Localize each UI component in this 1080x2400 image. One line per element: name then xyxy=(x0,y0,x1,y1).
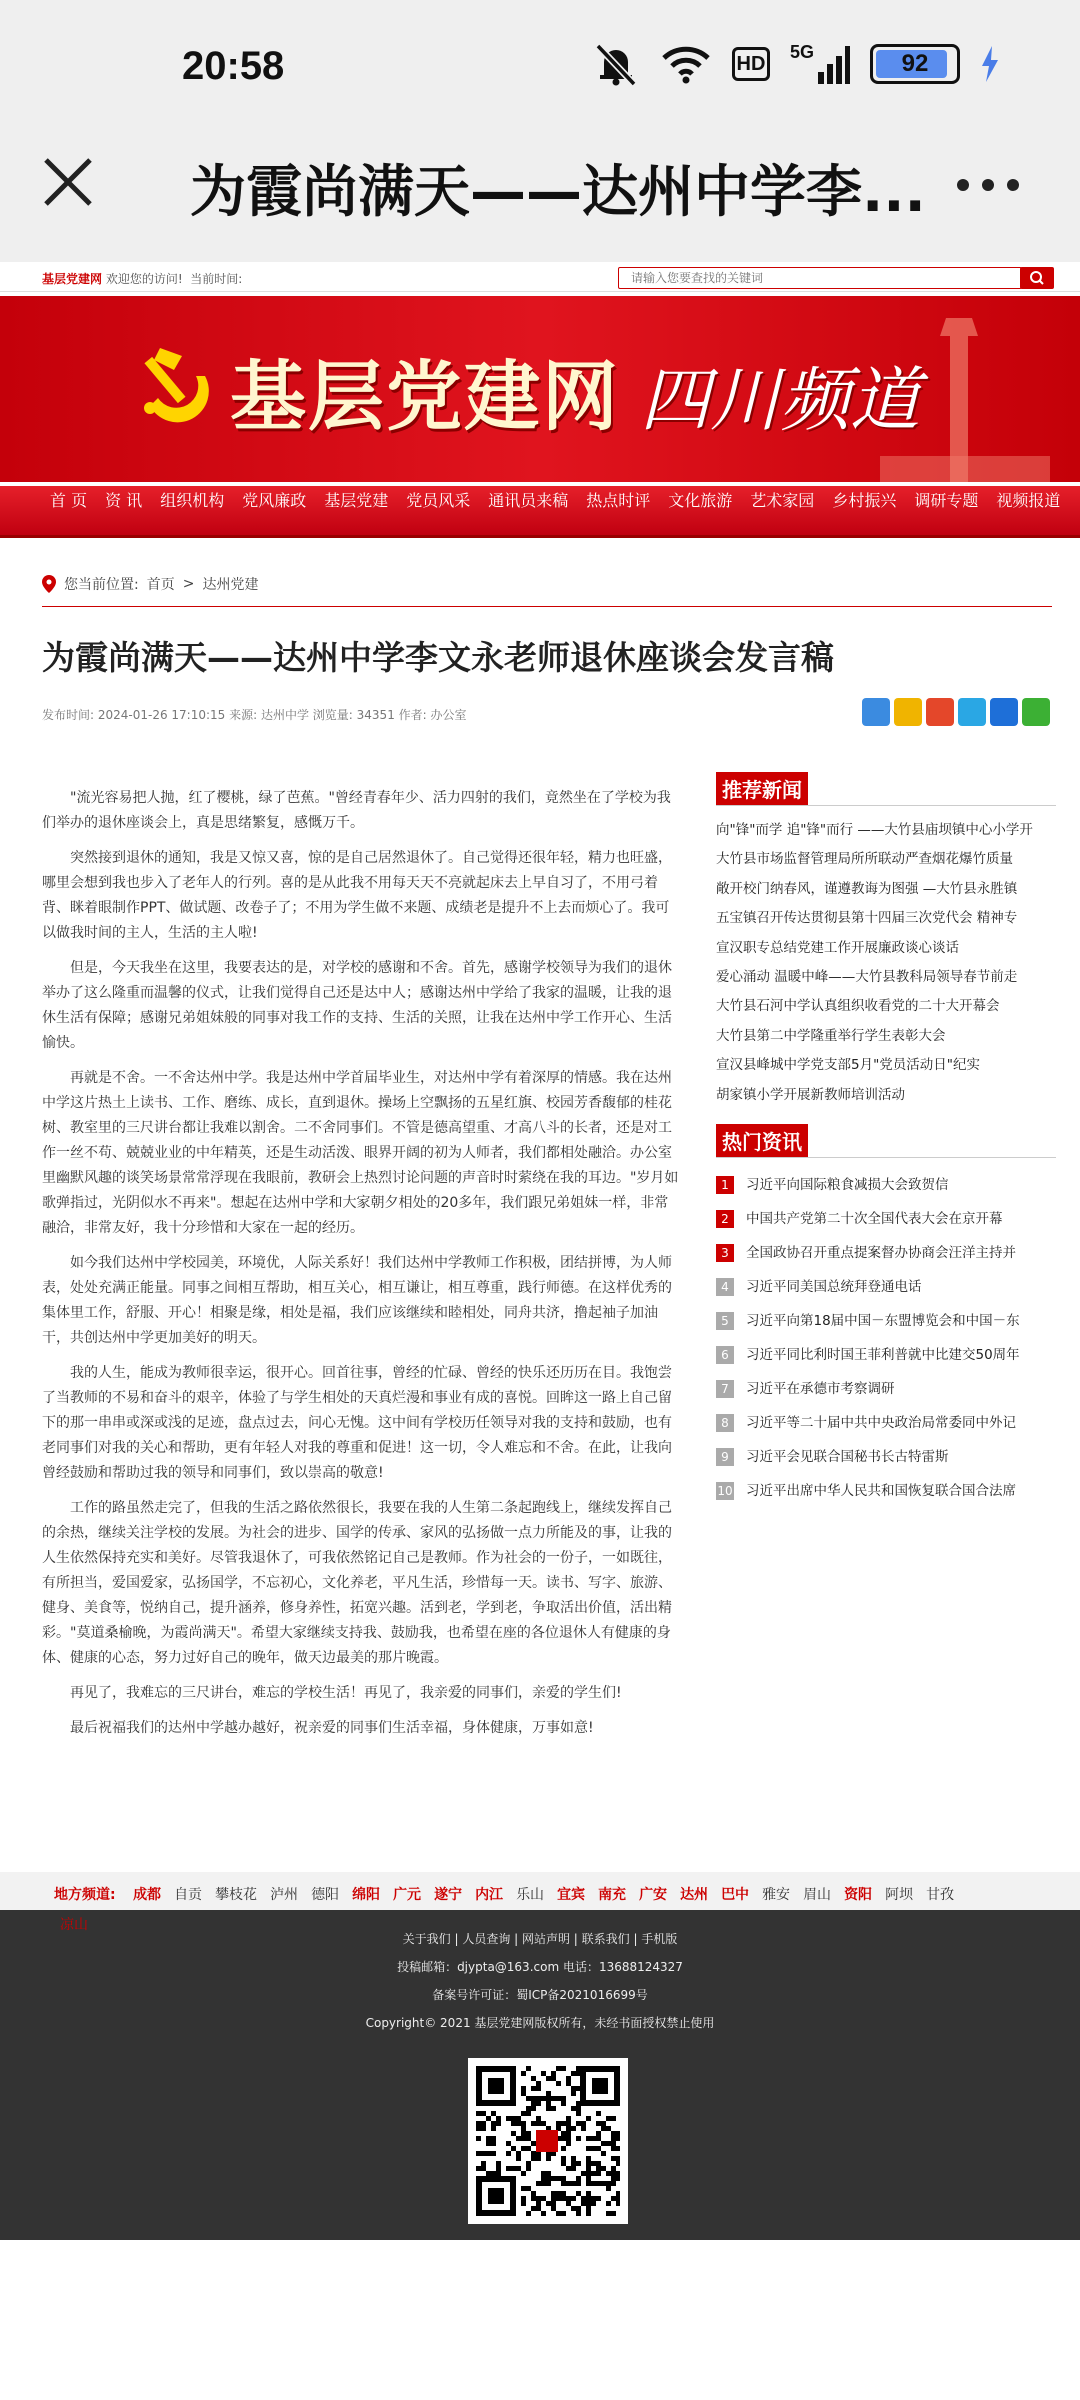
hot-item[interactable] xyxy=(716,1474,1056,1508)
svg-text:5G: 5G xyxy=(790,42,815,62)
qr-code-icon xyxy=(476,2066,620,2216)
hot-item-title: 习近平同美国总统拜登通电话 xyxy=(746,1279,922,1295)
hot-item[interactable] xyxy=(716,1304,1056,1338)
region-channels xyxy=(0,1872,1080,1910)
footer-contact: 投稿邮箱：djypta@163.com 电话：13688124327 xyxy=(397,1960,683,1974)
hot-heading: 热门资讯 xyxy=(716,1124,808,1157)
hd-badge: HD xyxy=(732,47,770,81)
recommend-item[interactable]: 大竹县市场监督管理局所所联动严查烟花爆竹质量 xyxy=(716,851,1013,868)
region-link[interactable]: 达州 xyxy=(680,1887,709,1903)
article-paragraph: 我的人生，能成为教师很幸运，很开心。回首往事，曾经的忙碌、曾经的快乐还历历在目。我饱尝了当教师的不易和奋斗的艰辛，体验了与学生相处的天真烂漫和事业有成的喜悦。回眸这一路上自己留下的那一串串或深或浅的足迹，盘点过去，问心无愧。这中间有学校历任领导对我的支持和鼓励，也有老同事们对我的关心和帮助，更有年轻人对我的尊重和促进！这一切，令人难忘和不舍。在此，让我向曾经鼓励和帮助过我的领导和同事们，致以崇高的敬意! xyxy=(42,1365,672,1481)
region-link[interactable]: 宜宾 xyxy=(557,1887,586,1903)
region-label: 地方频道: xyxy=(54,1887,116,1903)
nav-item[interactable]: 乡村振兴 xyxy=(832,491,897,510)
region-link[interactable]: 广元 xyxy=(393,1887,422,1903)
hot-section xyxy=(716,1124,1056,1508)
region-link[interactable]: 自贡 xyxy=(174,1887,203,1903)
hot-item-title: 习近平出席中华人民共和国恢复联合国合法席 xyxy=(746,1483,1016,1499)
region-link[interactable]: 遂宁 xyxy=(434,1887,463,1903)
wifi-icon xyxy=(660,44,712,84)
qr-code xyxy=(468,2058,628,2224)
region-link[interactable]: 阿坝 xyxy=(885,1887,914,1903)
hot-rank: 4 xyxy=(716,1278,734,1296)
region-link[interactable]: 绵阳 xyxy=(352,1887,381,1903)
region-link[interactable]: 乐山 xyxy=(516,1887,545,1903)
banner-title: 基层党建网 xyxy=(230,352,620,441)
article-title: 为霞尚满天——达州中学李文永老师退休座谈会发言稿 xyxy=(42,638,834,677)
nav-item[interactable]: 基层党建 xyxy=(324,491,389,510)
recommend-item[interactable]: 爱心涌动 温暖中峰——大竹县教科局领导春节前走 xyxy=(716,969,1018,986)
share-more-icon[interactable] xyxy=(862,698,890,726)
share-tencent-icon[interactable] xyxy=(958,698,986,726)
mute-bell-icon xyxy=(592,42,640,86)
site-top-strip xyxy=(0,262,1080,292)
footer-icp: 备案号许可证：蜀ICP备2021016699号 xyxy=(432,1988,648,2002)
article-meta: 发布时间: 2024-01-26 17:10:15 来源: 达州中学 浏览量: 34351 作者: 办公室 xyxy=(42,708,467,722)
status-time: 20:58 xyxy=(182,44,285,88)
signal-5g-icon xyxy=(790,42,850,86)
recommend-item[interactable]: 大竹县第二中学隆重举行学生表彰大会 xyxy=(716,1027,946,1044)
footer-links[interactable]: 关于我们 | 人员查询 | 网站声明 | 联系我们 | 手机版 xyxy=(402,1932,678,1946)
recommend-heading: 推荐新闻 xyxy=(716,772,808,805)
breadcrumb-sep: > xyxy=(182,576,195,592)
region-link[interactable]: 泸州 xyxy=(270,1887,299,1903)
share-qzone-icon[interactable] xyxy=(894,698,922,726)
region-link[interactable]: 甘孜 xyxy=(926,1887,955,1903)
hot-item-title: 习近平会见联合国秘书长古特雷斯 xyxy=(746,1449,949,1465)
close-icon[interactable] xyxy=(42,156,94,208)
hot-item[interactable] xyxy=(716,1440,1056,1474)
recommend-section xyxy=(716,772,1056,1110)
welcome-text: 基层党建网 欢迎您的访问! 当前时间: xyxy=(42,272,243,286)
hot-item[interactable] xyxy=(716,1406,1056,1440)
hot-rank: 6 xyxy=(716,1346,734,1364)
region-link[interactable]: 广安 xyxy=(639,1887,668,1903)
location-pin-icon xyxy=(42,575,56,593)
recommend-item[interactable]: 五宝镇召开传达贯彻县第十四届三次党代会 精神专 xyxy=(716,910,1018,927)
hot-rank: 3 xyxy=(716,1244,734,1262)
hot-rank: 5 xyxy=(716,1312,734,1330)
divider xyxy=(42,606,1052,607)
article-paragraph: 最后祝福我们的达州中学越办越好，祝亲爱的同事们生活幸福，身体健康，万事如意! xyxy=(70,1720,594,1736)
nav-item[interactable]: 党员风采 xyxy=(406,491,471,510)
hot-item-title: 习近平等二十届中共中央政治局常委同中外记 xyxy=(746,1415,1016,1431)
hot-item[interactable] xyxy=(716,1270,1056,1304)
search-icon xyxy=(1020,267,1054,289)
share-bar xyxy=(862,698,1050,726)
main-nav xyxy=(0,486,1080,538)
nav-item[interactable]: 视频报道 xyxy=(996,491,1061,510)
hot-item[interactable] xyxy=(716,1372,1056,1406)
recommend-item[interactable]: 胡家镇小学开展新教师培训活动 xyxy=(716,1086,905,1103)
article-body xyxy=(42,786,682,1751)
nav-item[interactable]: 资 讯 xyxy=(105,491,143,510)
region-link[interactable]: 雅安 xyxy=(762,1887,791,1903)
hot-item-title: 习近平向第18届中国－东盟博览会和中国－东 xyxy=(746,1313,1020,1329)
share-wechat-icon[interactable] xyxy=(1022,698,1050,726)
article-paragraph: 再就是不舍。一不舍达州中学。我是达州中学首届毕业生，对达州中学有着深厚的情感。我在达州中学这片热土上读书、工作、磨练、成长，直到退休。操场上空飘扬的五星红旗、校园芳香馥郁的桂花树、教室里的三尺讲台都让我难以割舍。二不舍同事们。不管是德高望重、才高八斗的长者，还是对工作一丝不苟、兢兢业业的中年精英，还是生动活泼、眼界开阔的初为人师者，我们都相处融洽。办公室里幽默风趣的谈笑场景常常浮现在我眼前，教研会上热烈讨论问题的声音时时萦绕在我的耳边。"岁月如歌弹指过，光阴似水不再来"。想起在达州中学和大家朝夕相处的20多年，我们跟兄弟姐妹一样，非常融洽，非常友好，我十分珍惜和大家在一起的经历。 xyxy=(42,1070,679,1236)
hot-item[interactable] xyxy=(716,1338,1056,1372)
more-options-icon[interactable] xyxy=(956,178,1020,192)
region-link[interactable]: 巴中 xyxy=(721,1887,750,1903)
search-button[interactable] xyxy=(1020,267,1054,289)
region-link[interactable]: 攀枝花 xyxy=(215,1887,258,1903)
nav-item[interactable]: 调研专题 xyxy=(914,491,979,510)
nav-item[interactable]: 组织机构 xyxy=(160,491,225,510)
status-bar xyxy=(0,0,1080,130)
recommend-item[interactable]: 宣汉县峰城中学党支部5月"党员活动日"纪实 xyxy=(716,1057,981,1074)
hot-item[interactable] xyxy=(716,1236,1056,1270)
hot-item-title: 习近平在承德市考察调研 xyxy=(746,1381,895,1397)
nav-item[interactable]: 首 页 xyxy=(50,491,88,510)
breadcrumb-home[interactable]: 首页 xyxy=(146,577,175,593)
hot-item-title: 习近平同比利时国王菲利普就中比建交50周年 xyxy=(746,1347,1020,1363)
party-emblem-icon xyxy=(130,336,220,426)
hot-item[interactable] xyxy=(716,1168,1056,1202)
recommend-item[interactable]: 向"锋"而学 追"锋"而行 ——大竹县庙坝镇中心小学开 xyxy=(716,822,1033,838)
hot-rank: 9 xyxy=(716,1448,734,1466)
region-link[interactable]: 眉山 xyxy=(803,1887,832,1903)
share-renren-icon[interactable] xyxy=(990,698,1018,726)
nav-item[interactable]: 文化旅游 xyxy=(668,491,733,510)
region-link[interactable]: 德阳 xyxy=(311,1887,340,1903)
nav-item[interactable]: 党风廉政 xyxy=(242,491,307,510)
battery-indicator: 92 xyxy=(870,44,960,84)
hot-item[interactable] xyxy=(716,1202,1056,1236)
article-paragraph: 再见了，我难忘的三尺讲台，难忘的学校生活！再见了，我亲爱的同事们，亲爱的学生们! xyxy=(70,1685,622,1701)
recommend-item[interactable]: 宣汉职专总结党建工作开展廉政谈心谈话 xyxy=(716,939,959,956)
hot-item-title: 习近平向国际粮食减损大会致贺信 xyxy=(746,1177,949,1193)
article-paragraph: 突然接到退休的通知，我是又惊又喜，惊的是自己居然退休了。自己觉得还很年轻，精力也旺盛，哪里会想到我也步入了老年人的行列。喜的是从此我不用每天天不亮就起床去上早自习了，不用弓着背、眯着眼制作PPT、做试题、改卷子了；不用为学生做不来题、成绩老是提升不上去而烦心了。我可以做我时间的主人，生活的主人啦! xyxy=(42,850,672,941)
region-link[interactable]: 内江 xyxy=(475,1887,504,1903)
hot-rank: 10 xyxy=(717,1484,733,1498)
charging-icon xyxy=(980,46,1000,82)
recommend-item[interactable]: 大竹县石河中学认真组织收看党的二十大开幕会 xyxy=(716,998,1000,1015)
region-link[interactable]: 资阳 xyxy=(844,1887,873,1903)
site-banner xyxy=(0,296,1080,482)
hot-rank: 1 xyxy=(716,1176,734,1194)
nav-item[interactable]: 通讯员来稿 xyxy=(488,491,569,510)
share-weibo-icon[interactable] xyxy=(926,698,954,726)
page-title: 为霞尚满天——达州中学李... xyxy=(190,160,926,225)
hot-rank: 8 xyxy=(716,1414,734,1432)
monument-icon xyxy=(880,306,1050,482)
search-input[interactable] xyxy=(618,267,1022,289)
article-paragraph: 工作的路虽然走完了，但我的生活之路依然很长，我要在我的人生第二条起跑线上，继续发挥自己的余热，继续关注学校的发展。为社会的进步、国学的传承、家风的弘扬做一点力所能及的事，让我的人生依然保持充实和美好。尽管我退休了，可我依然铭记自己是教师。作为社会的一份子，一如既往，有所担当，爱国爱家，弘扬国学，不忘初心，文化养老，平凡生活，珍惜每一天。读书、写字、旅游、健身、美食等，悦纳自己，提升涵养，修身养性，拓宽兴趣。活到老，学到老，争取活出价值，活出精彩。"莫道桑榆晚，为霞尚满天"。希望大家继续支持我、鼓励我，也希望在座的各位退休人有健康的身体、健康的心态，努力过好自己的晚年，做天边最美的那片晚霞。 xyxy=(42,1500,672,1666)
article-paragraph: "流光容易把人抛，红了樱桃，绿了芭蕉。"曾经青春年少、活力四射的我们，竟然坐在了学校为我们举办的退休座谈会上，真是思绪繁复，感慨万千。 xyxy=(42,790,671,831)
article-paragraph: 如今我们达州中学校园美，环境优，人际关系好！我们达州中学教师工作积极，团结拼博，为人师表，处处充满正能量。同事之间相互帮助，相互关心，相互谦让，相互尊重，践行师德。在这样优秀的集体里工作，舒服、开心！相聚是缘，相处是福，我们应该继续和睦相处，同舟共济，撸起袖子加油干，共创达州中学更加美好的明天。 xyxy=(42,1255,672,1346)
recommend-item[interactable]: 敞开校门纳春风，谨遵教诲为图强 —大竹县永胜镇 xyxy=(716,880,1018,897)
region-link[interactable]: 南充 xyxy=(598,1887,627,1903)
banner-subtitle: 四川频道 xyxy=(640,359,920,441)
article-paragraph: 但是，今天我坐在这里，我要表达的是，对学校的感谢和不舍。首先，感谢学校领导为我们的退休举办了这么隆重而温馨的仪式，让我们觉得自己还是达中人；感谢达州中学给了我家的温暖，让我的退休生活有保障；感谢兄弟姐妹般的同事对我工作的支持、生活的关照，让我在达州中学工作开心、生活愉快。 xyxy=(42,960,672,1051)
status-icons xyxy=(592,42,1000,86)
nav-item[interactable]: 热点时评 xyxy=(586,491,651,510)
footer-copyright: Copyright© 2021 基层党建网版权所有，未经书面授权禁止使用 xyxy=(365,2016,715,2030)
breadcrumb-label: 您当前位置: xyxy=(64,577,139,593)
region-link[interactable]: 成都 xyxy=(133,1887,162,1903)
nav-item[interactable]: 艺术家园 xyxy=(750,491,815,510)
hot-item-title: 全国政协召开重点提案督办协商会汪洋主持并 xyxy=(746,1245,1016,1261)
breadcrumb xyxy=(42,574,258,594)
hot-rank: 7 xyxy=(716,1380,734,1398)
hot-item-title: 中国共产党第二十次全国代表大会在京开幕 xyxy=(746,1211,1003,1227)
hot-rank: 2 xyxy=(716,1210,734,1228)
breadcrumb-section[interactable]: 达州党建 xyxy=(202,577,259,593)
region-extra[interactable]: 凉山 xyxy=(60,1917,88,1933)
